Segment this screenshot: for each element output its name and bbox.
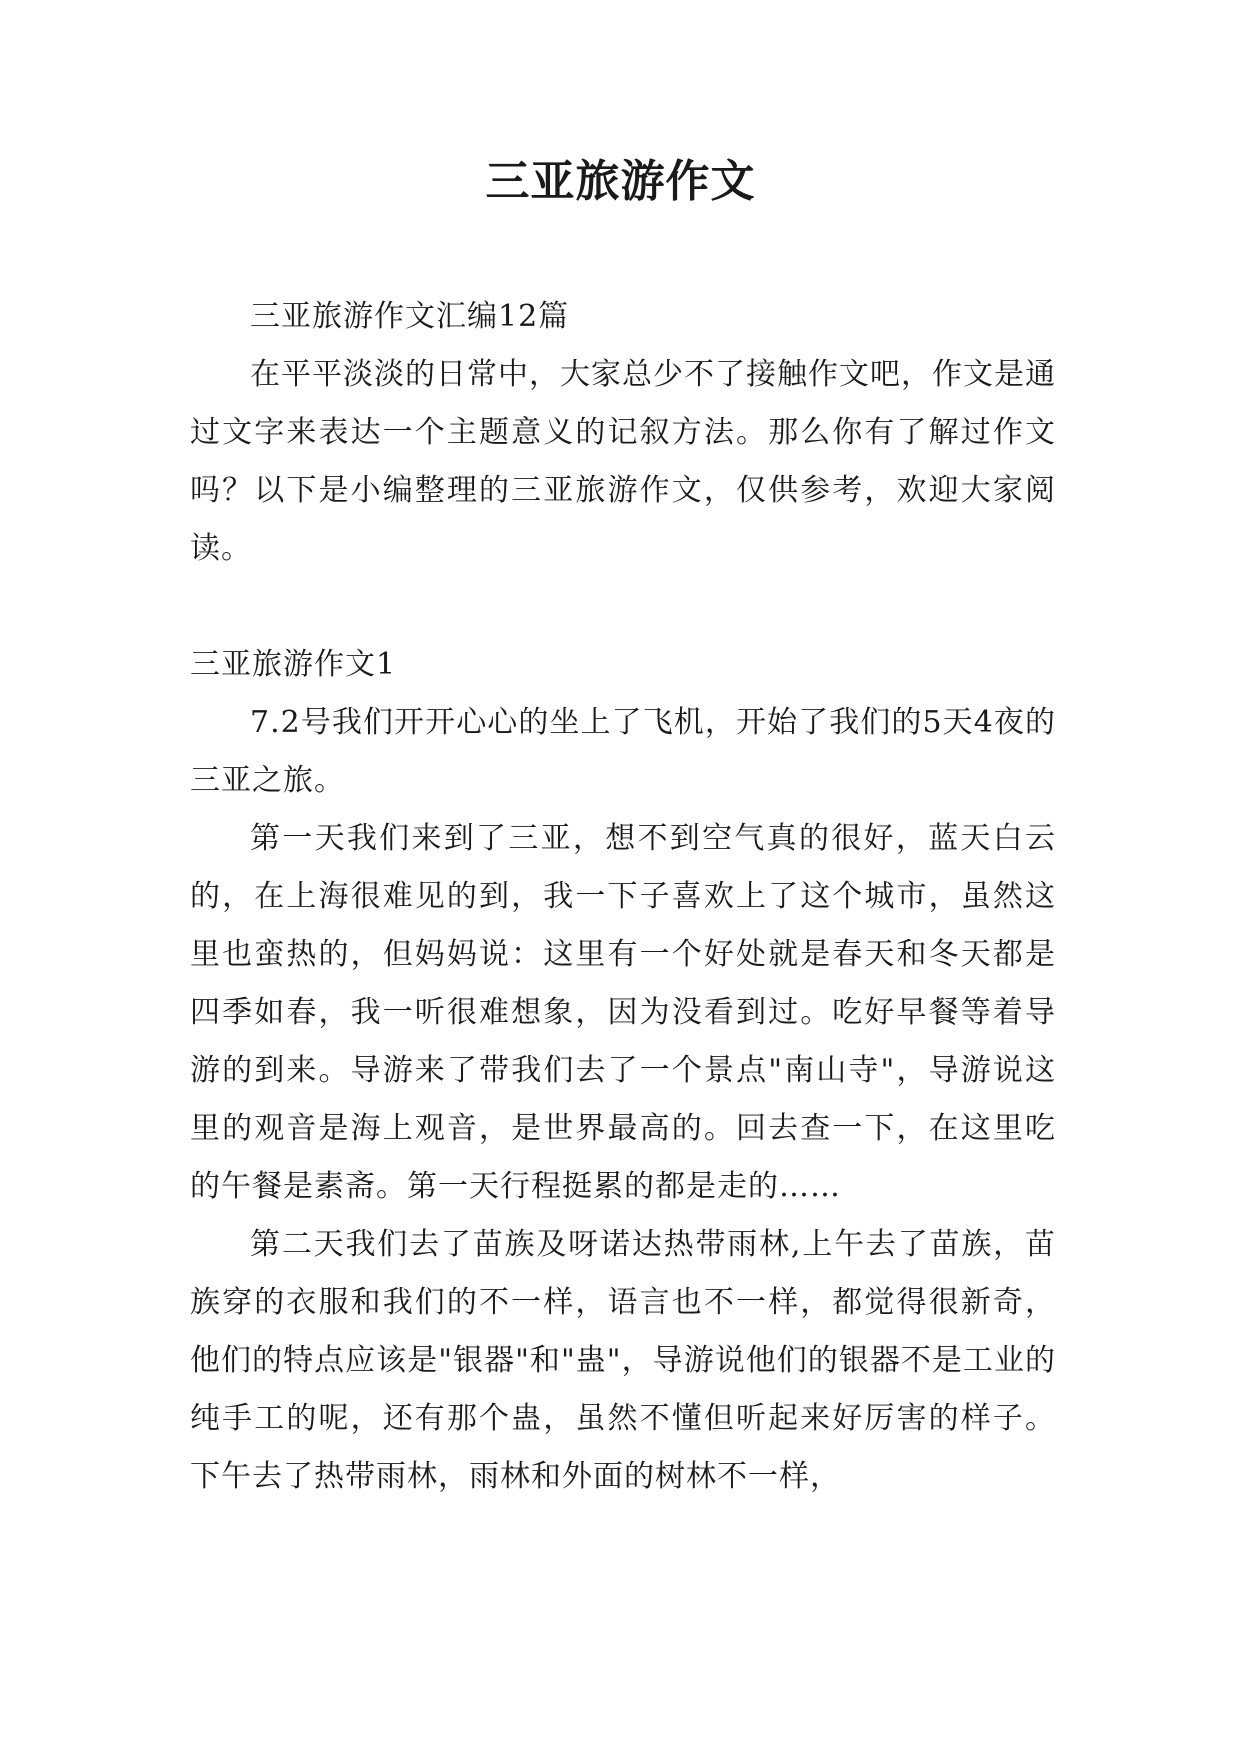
- body-paragraph-1: 7.2号我们开开心心的坐上了飞机，开始了我们的5天4夜的三亚之旅。: [190, 705, 1056, 798]
- document-title: 三亚旅游作文: [485, 156, 756, 207]
- section-spacer: [190, 578, 1056, 636]
- document-body: [190, 288, 1056, 1506]
- body-paragraph-2: 第一天我们来到了三亚，想不到空气真的很好，蓝天白云的，在上海很难见的到，我一下子喜欢上了这个城市，虽然这里也蛮热的，但妈妈说：这里有一个好处就是春天和冬天都是四季如春，我一听很难想象，因为没看到过。吃好早餐等着导游的到来。导游来了带我们去了一个景点"南山寺"，导游说这里的观音是海上观音，是世界最高的。回去查一下，在这里吃的午餐是素斋。第一天行程挺累的都是走的……: [190, 821, 1056, 1204]
- body-paragraph-3: 第二天我们去了苗族及呀诺达热带雨林,上午去了苗族，苗族穿的衣服和我们的不一样，语言也不一样，都觉得很新奇，他们的特点应该是"银器"和"蛊"，导游说他们的银器不是工业的纯手工的呢，还有那个蛊，虽然不懂但听起来好厉害的样子。下午去了热带雨林，雨林和外面的树林不一样，: [190, 1227, 1056, 1494]
- intro-paragraph: 在平平淡淡的日常中，大家总少不了接触作文吧，作文是通过文字来表达一个主题意义的记叙方法。那么你有了解过作文吗？以下是小编整理的三亚旅游作文，仅供参考，欢迎大家阅读。: [190, 357, 1056, 566]
- section-heading: 三亚旅游作文1: [190, 647, 397, 682]
- subtitle: 三亚旅游作文汇编12篇: [250, 299, 570, 334]
